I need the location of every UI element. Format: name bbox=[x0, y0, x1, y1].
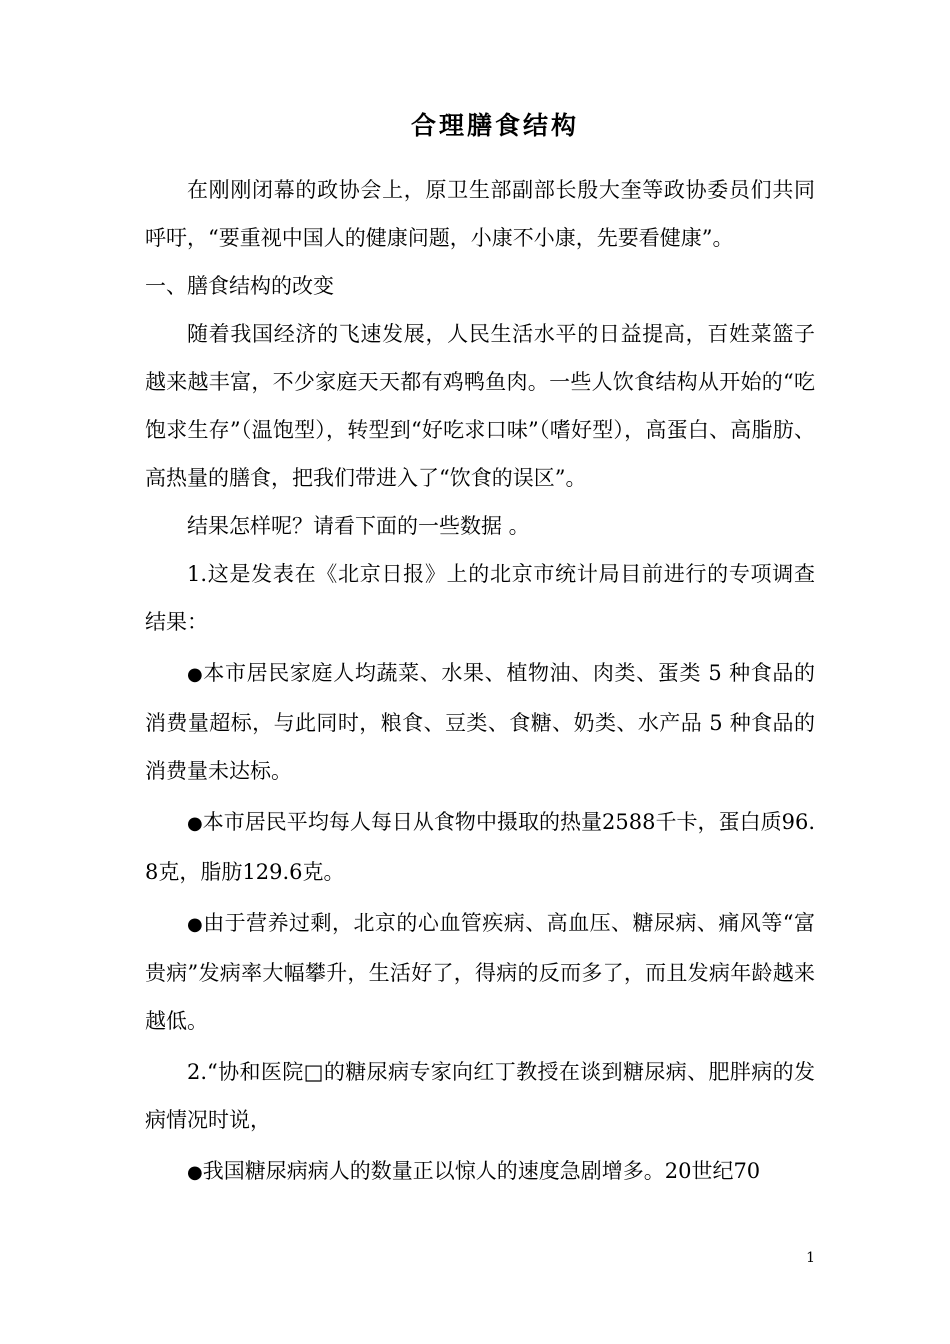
document-body bbox=[145, 166, 815, 1197]
page-number: 1 bbox=[806, 1250, 815, 1266]
paragraph-survey-intro: 1.这是发表在《北京日报》上的北京市统计局目前进行的专项调查结果： bbox=[145, 562, 815, 634]
bullet-icon: ● bbox=[187, 813, 203, 834]
paragraph-diet-change: 随着我国经济的飞速发展，人民生活水平的日益提高，百姓菜篮子越来越丰富，不少家庭天天都有鸡鸭鱼肉。一些人饮食结构从开始的“吃饱求生存”（温饱型），转型到“好吃求口味”（嗜好型），高蛋白、高脂肪、高热量的膳食，把我们带进入了“饮食的误区”。 bbox=[145, 322, 815, 490]
bullet-icon: ● bbox=[187, 914, 204, 935]
paragraph-intro: 在刚刚闭幕的政协会上，原卫生部副部长殷大奎等政协委员们共同呼吁，“要重视中国人的健康问题，小康不小康，先要看健康”。 bbox=[145, 178, 815, 250]
bullet-item bbox=[145, 649, 815, 795]
bullet-item bbox=[145, 899, 815, 1045]
bullet-text: 我国糖尿病病人的数量正以惊人的速度急剧增多。20世纪70 bbox=[202, 1159, 761, 1183]
bullet-text: 本市居民平均每人每日从食物中摄取的热量2588千卡，蛋白质96.8克，脂肪129.6克。 bbox=[145, 810, 815, 884]
bullet-text: 由于营养过剩，北京的心血管疾病、高血压、糖尿病、痛风等“富贵病”发病率大幅攀升，生活好了，得病的反而多了，而且发病年龄越来越低。 bbox=[145, 911, 816, 1033]
bullet-item bbox=[145, 798, 815, 896]
document-title: 合理膳食结构 bbox=[410, 111, 579, 140]
bullet-icon: ● bbox=[187, 1162, 203, 1183]
bullet-text: 本市居民家庭人均蔬菜、水果、植物油、肉类、蛋类 5 种食品的消费量超标，与此同时，粮食、豆类、食糖、奶类、水产品 5 种食品的消费量未达标。 bbox=[145, 661, 815, 783]
paragraph-results-question: 结果怎样呢？请看下面的一些数据 。 bbox=[187, 514, 530, 538]
bullet-item bbox=[145, 1147, 815, 1197]
section-heading: 一、膳食结构的改变 bbox=[145, 274, 334, 298]
bullet-icon: ● bbox=[187, 664, 204, 685]
paragraph-expert-quote: 2.“协和医院□的糖尿病专家向红丁教授在谈到糖尿病、肥胖病的发病情况时说， bbox=[145, 1060, 815, 1132]
